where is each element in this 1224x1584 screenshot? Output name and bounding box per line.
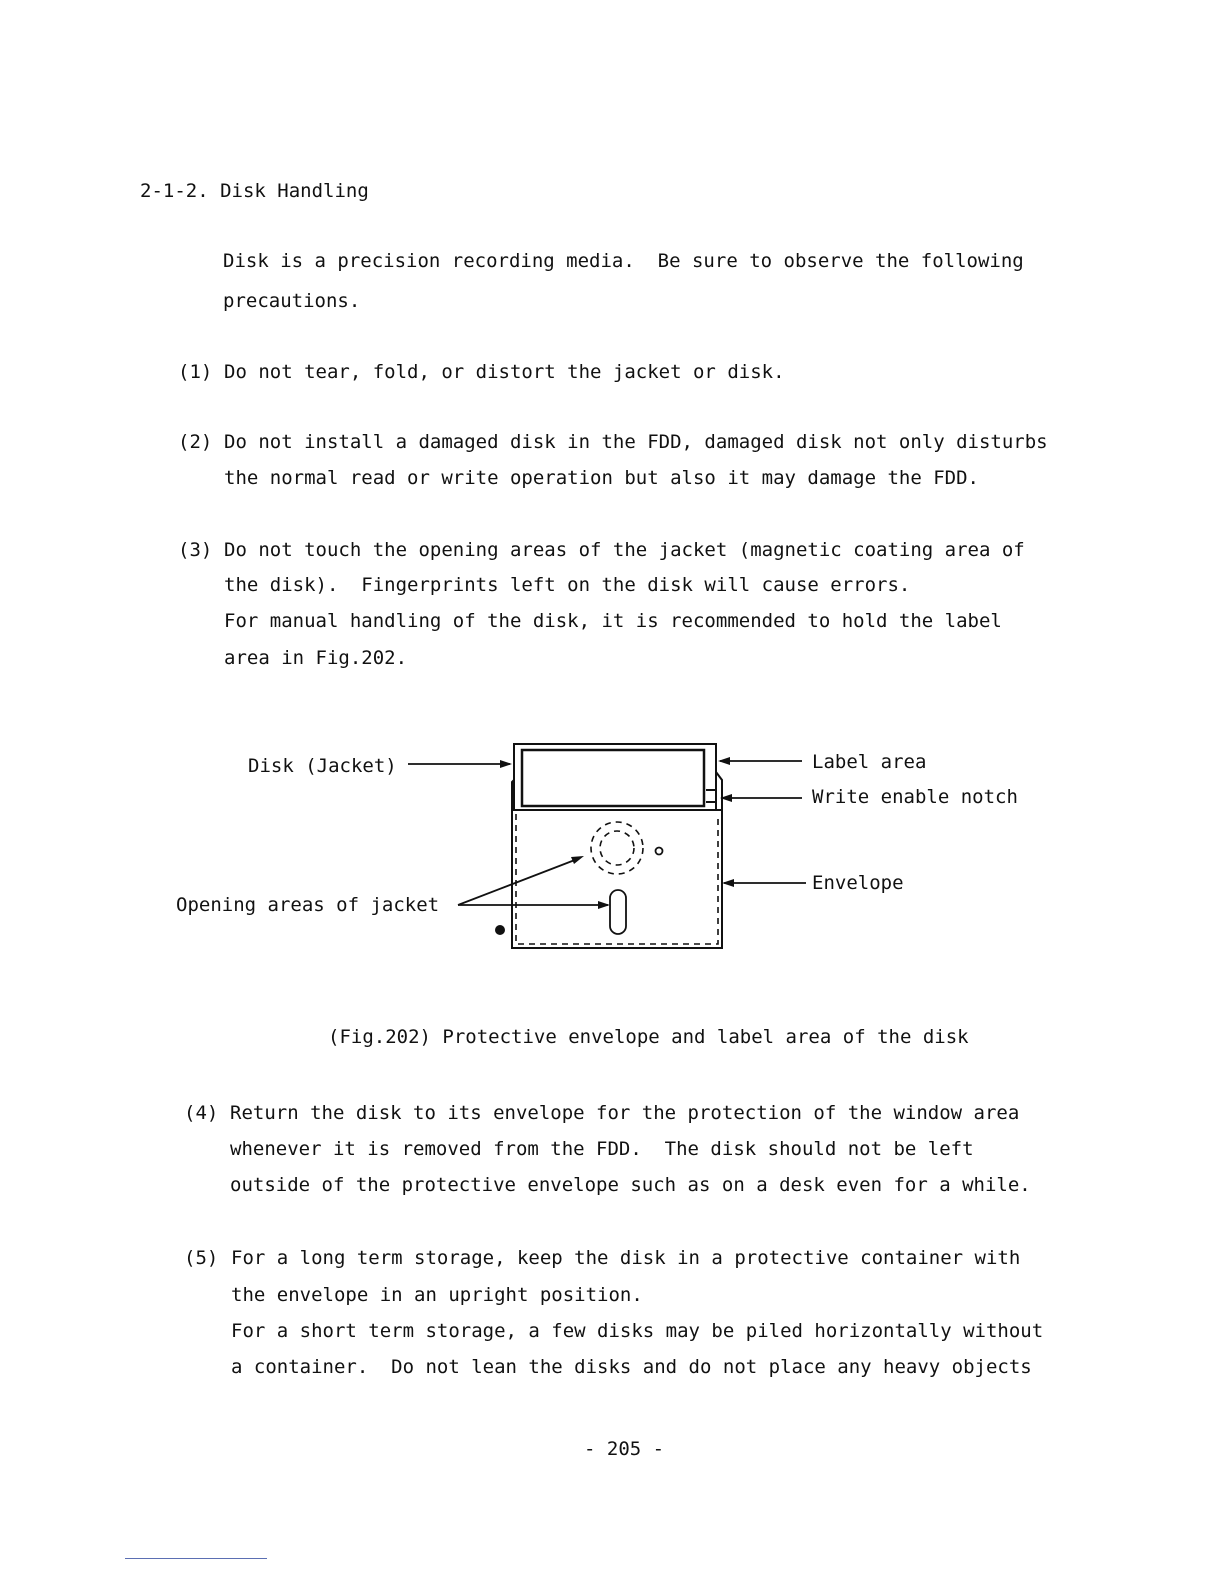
dot-mark bbox=[495, 925, 505, 935]
head-opening-slot bbox=[610, 890, 626, 934]
figure-caption: (Fig.202) Protective envelope and label area of the disk bbox=[328, 1026, 969, 1048]
precaution-4-number: (4) bbox=[184, 1102, 219, 1124]
arrow-envelope bbox=[722, 879, 734, 887]
precaution-5-line-4: a container. Do not lean the disks and do not place any heavy objects bbox=[231, 1356, 1032, 1378]
precaution-5-number: (5) bbox=[184, 1247, 219, 1269]
precaution-3-line-3: For manual handling of the disk, it is recommended to hold the label bbox=[224, 610, 1002, 632]
figure-label-envelope: Envelope bbox=[812, 872, 904, 894]
precaution-1-line-1: Do not tear, fold, or distort the jacket or disk. bbox=[224, 361, 785, 383]
arrow-opening-2 bbox=[598, 901, 610, 909]
arrow-disk-jacket bbox=[500, 760, 512, 768]
figure-label-opening-areas: Opening areas of jacket bbox=[176, 894, 440, 916]
arrow-label-area bbox=[718, 757, 730, 765]
precaution-5-line-3: For a short term storage, a few disks may be piled horizontally without bbox=[231, 1320, 1044, 1342]
precaution-5-line-1: For a long term storage, keep the disk in a protective container with bbox=[231, 1247, 1021, 1269]
precaution-2-line-1: Do not install a damaged disk in the FDD, damaged disk not only disturbs bbox=[224, 431, 1048, 453]
precaution-5-line-2: the envelope in an upright position. bbox=[231, 1284, 643, 1306]
precaution-2-number: (2) bbox=[178, 431, 213, 453]
label-area-rect bbox=[522, 750, 704, 806]
intro-line-1: Disk is a precision recording media. Be sure to observe the following bbox=[223, 250, 1024, 272]
precaution-3-line-2: the disk). Fingerprints left on the disk will cause errors. bbox=[224, 574, 911, 596]
write-enable-notch bbox=[706, 790, 716, 802]
jacket-dashed-outline bbox=[516, 814, 718, 944]
page-number: - 205 - bbox=[584, 1438, 665, 1460]
disk-jacket-outline bbox=[514, 744, 716, 810]
precaution-4-line-1: Return the disk to its envelope for the protection of the window area bbox=[230, 1102, 1020, 1124]
hub-hole-inner-dashed bbox=[600, 831, 634, 865]
hub-hole-dashed bbox=[591, 822, 643, 874]
figure-label-label-area: Label area bbox=[812, 751, 927, 773]
floppy-disk-figure bbox=[170, 730, 1050, 970]
figure-label-disk-jacket: Disk (Jacket) bbox=[248, 755, 397, 777]
precaution-3-line-4: area in Fig.202. bbox=[224, 647, 408, 669]
arrow-opening-1 bbox=[571, 856, 584, 864]
figure-label-write-enable-notch: Write enable notch bbox=[812, 786, 1018, 808]
section-heading: 2-1-2. Disk Handling bbox=[140, 180, 369, 202]
precaution-4-line-2: whenever it is removed from the FDD. The disk should not be left bbox=[230, 1138, 974, 1160]
footnote-rule bbox=[125, 1558, 267, 1559]
precaution-3-number: (3) bbox=[178, 539, 213, 561]
intro-line-2: precautions. bbox=[223, 290, 361, 312]
precaution-2-line-2: the normal read or write operation but also it may damage the FDD. bbox=[224, 467, 979, 489]
precaution-1-number: (1) bbox=[178, 361, 213, 383]
index-hole bbox=[656, 848, 663, 855]
precaution-3-line-1: Do not touch the opening areas of the jacket (magnetic coating area of bbox=[224, 539, 1025, 561]
precaution-4-line-3: outside of the protective envelope such as on a desk even for a while. bbox=[230, 1174, 1031, 1196]
leader-opening-1 bbox=[458, 858, 580, 905]
